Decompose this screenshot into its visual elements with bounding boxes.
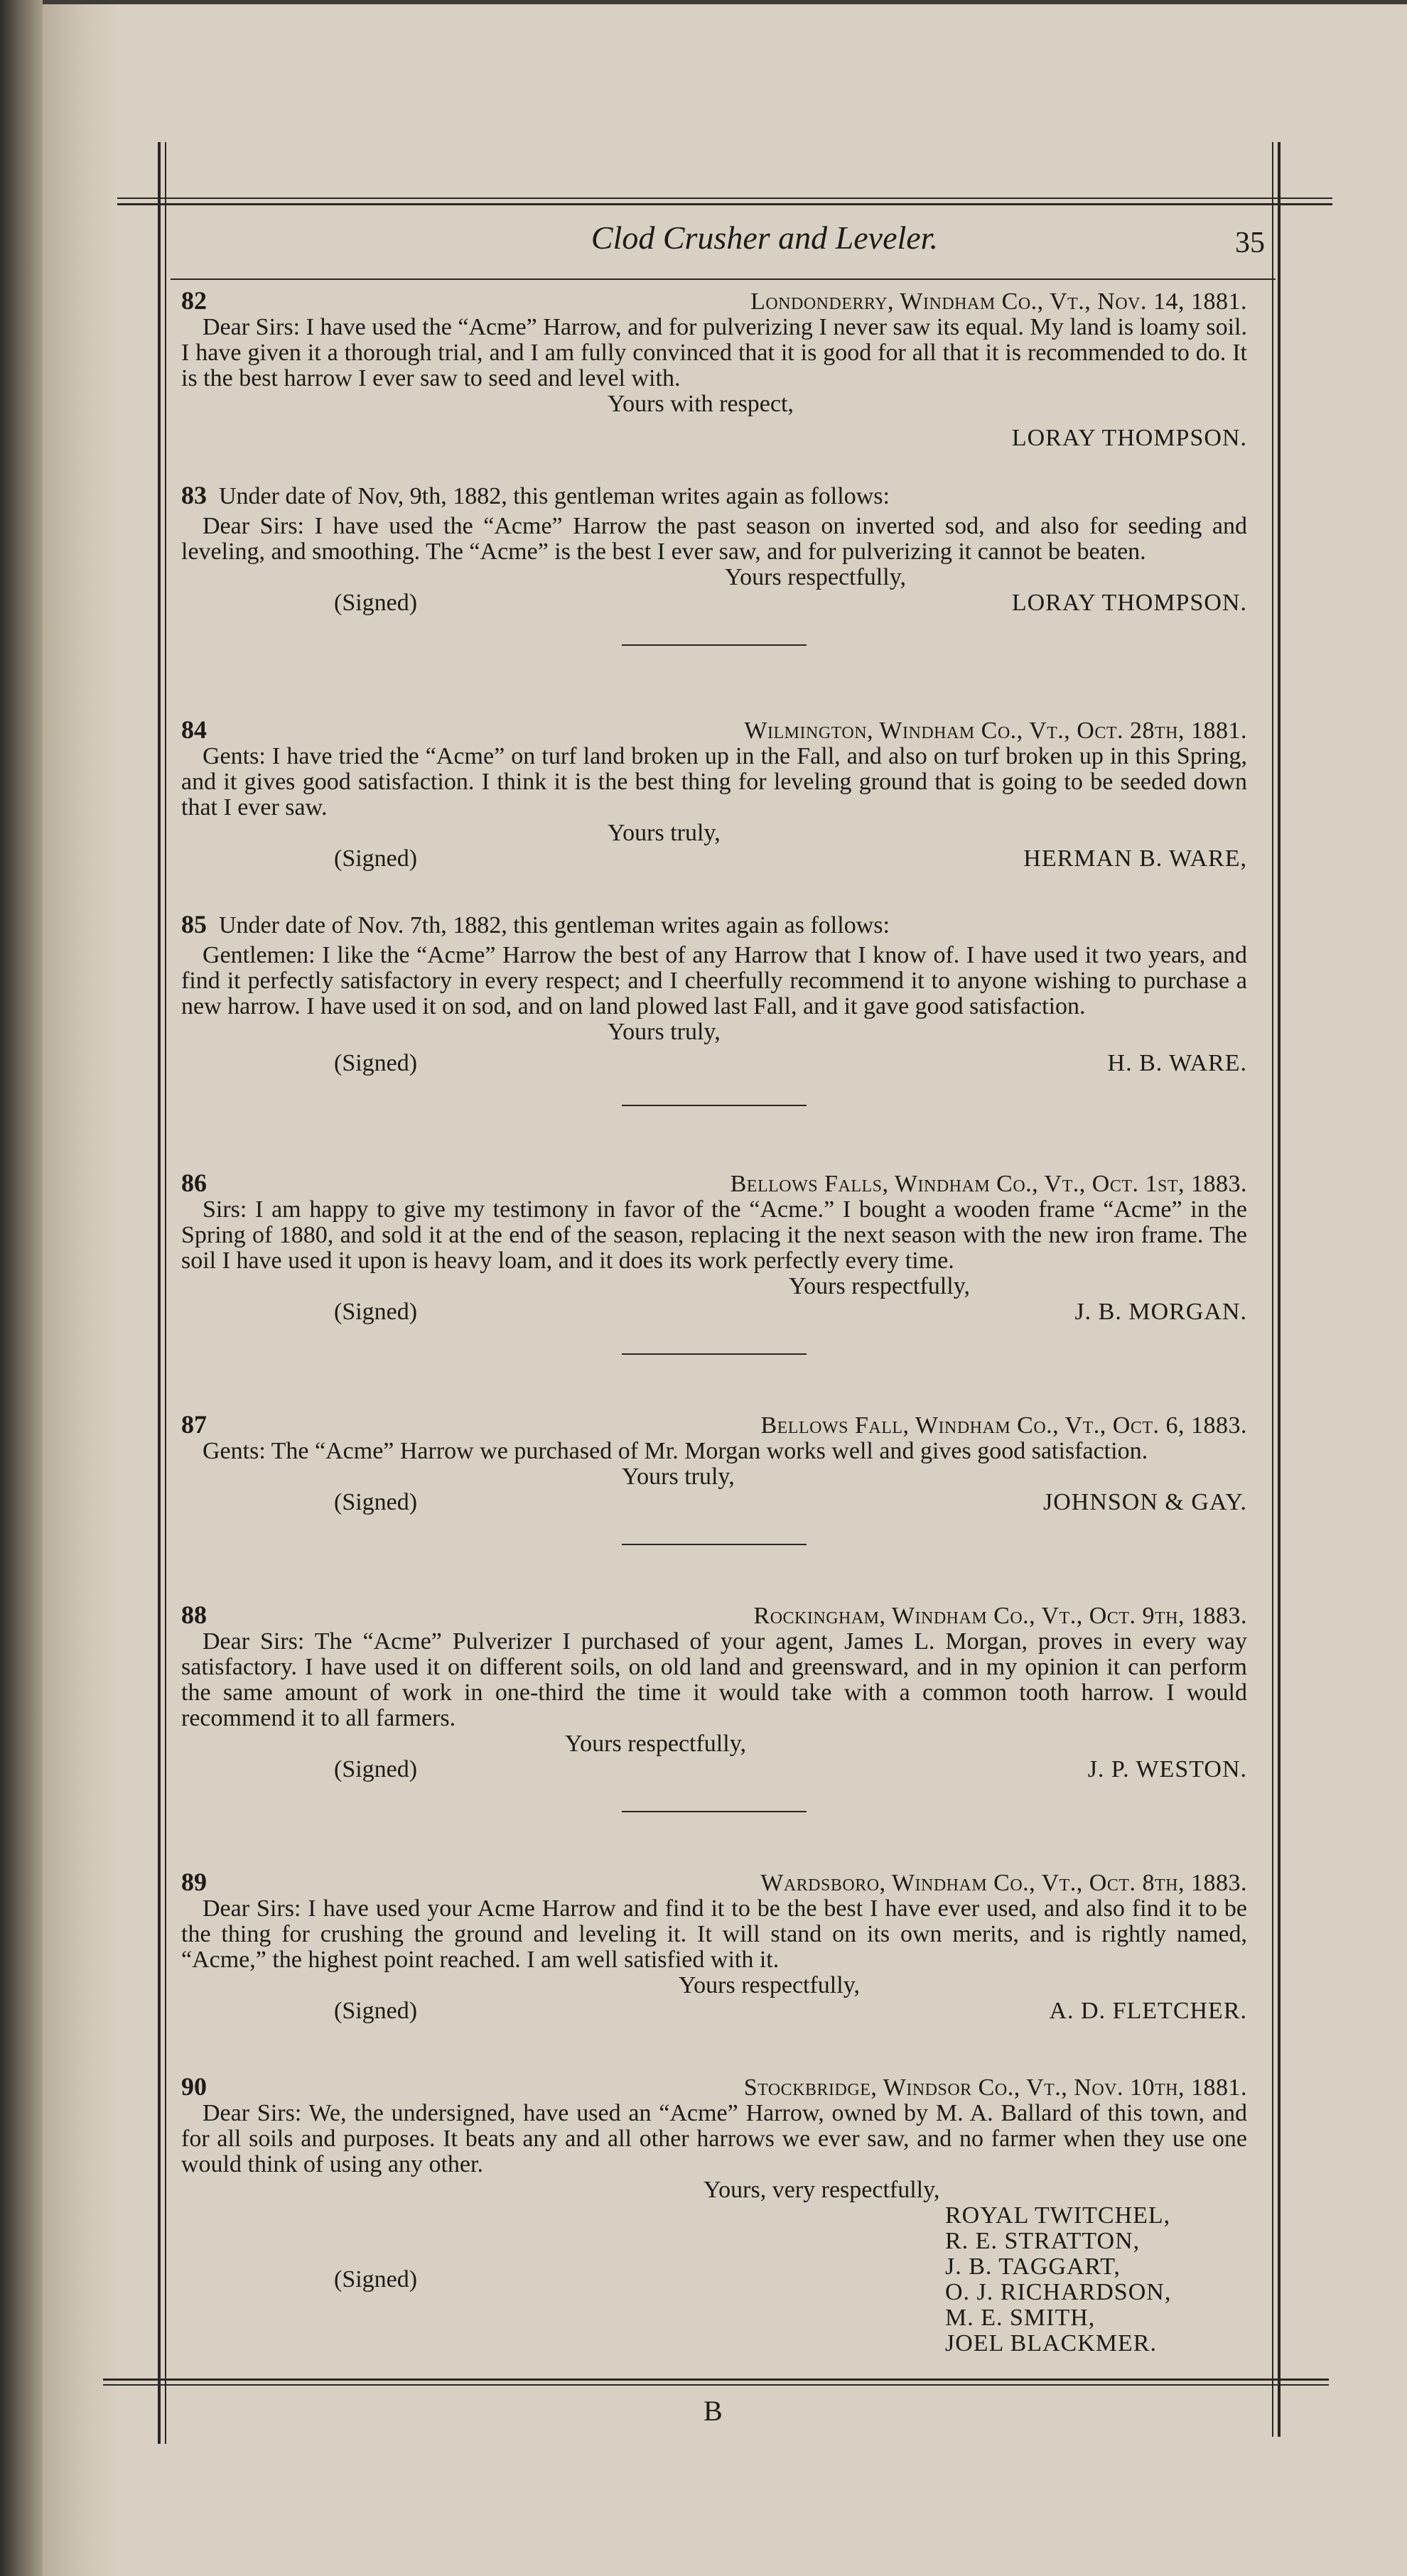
bottom-border-rule-1 [103, 2379, 1329, 2381]
signatory-name: M. E. SMITH, [945, 2305, 1096, 2331]
separator-rule [622, 1811, 807, 1812]
entry-number: 90 [181, 2072, 207, 2101]
testimonial-90 [181, 2074, 1247, 2356]
entry-intro: Under date of Nov. 7th, 1882, this gentleman writes again as follows: [219, 912, 890, 938]
bottom-border-rule-2 [103, 2384, 1329, 2386]
entry-closing: Yours, very respectfully, [704, 2177, 940, 2203]
entry-number: 82 [181, 286, 207, 315]
entry-body: Dear Sirs: I have used the “Acme” Harrow the past season on inverted sod, and also for seeding and leveling, and smoothing. The “Acme” is the best I ever saw, and for pulverizing it cannot be beaten. [181, 513, 1247, 565]
entry-signature: LORAY THOMPSON. [1011, 590, 1247, 616]
entry-number: 83 [181, 481, 207, 509]
entry-number: 88 [181, 1601, 207, 1629]
entry-place-date: Londonderry, Windham Co., Vt., Nov. 14, 1881. [750, 288, 1247, 315]
entry-signature: JOHNSON & GAY. [1042, 1489, 1247, 1515]
left-border-rule-inner [165, 142, 166, 2444]
testimonial-84 [181, 717, 1247, 872]
testimonial-87 [181, 1412, 1247, 1545]
page-gutter [43, 4, 121, 2576]
entry-closing: Yours truly, [608, 820, 721, 846]
entry-signature: J. B. MORGAN. [1074, 1299, 1247, 1325]
entry-body: Dear Sirs: The “Acme” Pulverizer I purchased of your agent, James L. Morgan, proves in every way satisfactory. I have used it on different soils, on old land and greensward, and in my opinion it can perform the same amount of work in one-third the time it would take with a common tooth harrow. I would recommend it to all farmers. [181, 1628, 1247, 1731]
entry-closing: Yours respectfully, [789, 1273, 970, 1299]
page-number: 35 [1235, 227, 1265, 259]
right-border-rule-inner [1272, 142, 1273, 2437]
signed-label: (Signed) [334, 1998, 418, 2024]
entry-place-date: Bellows Fall, Windham Co., Vt., Oct. 6, 1883. [760, 1412, 1247, 1439]
entry-body: Dear Sirs: We, the undersigned, have used an “Acme” Harrow, owned by M. A. Ballard of this town, and for all soils and purposes. It beats any and all other harrows we ever saw, and no farmer when they use one would think of using any other. [181, 2100, 1247, 2177]
signatory-name: ROYAL TWITCHEL, [945, 2202, 1171, 2229]
entry-signature: H. B. WARE. [1107, 1050, 1247, 1076]
entry-body: Gentlemen: I like the “Acme” Harrow the best of any Harrow that I know of. I have used it two years, and find it perfectly satisfactory in every respect; and I cheerfully recommend it to anyone wishing to purchase a new harrow. I have used it on sod, and on land plowed last Fall, and it gave good satisfaction. [181, 942, 1247, 1019]
signed-label: (Signed) [334, 1050, 418, 1076]
signatory-name: JOEL BLACKMER. [945, 2330, 1157, 2356]
entry-signature: HERMAN B. WARE, [1023, 845, 1247, 872]
signature-mark: B [704, 2395, 723, 2427]
entry-number: 84 [181, 715, 207, 744]
separator-rule [622, 1544, 807, 1545]
right-border-rule-outer [1278, 142, 1281, 2437]
signed-label: (Signed) [334, 1489, 418, 1515]
entry-signature: LORAY THOMPSON. [1011, 425, 1247, 451]
entry-place-date: Stockbridge, Windsor Co., Vt., Nov. 10th, 1881. [743, 2074, 1247, 2101]
running-head: Clod Crusher and Leveler. [591, 220, 938, 256]
testimonial-86 [181, 1170, 1247, 1355]
entry-place-date: Wilmington, Windham Co., Vt., Oct. 28th, 1881. [744, 718, 1247, 744]
entry-body: Gents: I have tried the “Acme” on turf land broken up in the Fall, and also on turf broken up in this Spring, and it gives good satisfaction. I think it is the best thing for leveling ground that is going to be seeded down that I ever saw. [181, 743, 1247, 821]
entry-body: Gents: The “Acme” Harrow we purchased of Mr. Morgan works well and gives good satisfaction. [203, 1438, 1148, 1464]
testimonial-82 [181, 288, 1247, 451]
signatory-name: O. J. RICHARDSON, [945, 2279, 1172, 2305]
entry-place-date: Rockingham, Windham Co., Vt., Oct. 9th, 1883. [753, 1603, 1247, 1629]
testimonial-89 [181, 1869, 1247, 2024]
separator-rule [622, 644, 807, 646]
entry-closing: Yours respectfully, [679, 1972, 860, 1998]
signatory-name: J. B. TAGGART, [945, 2253, 1121, 2280]
entry-closing: Yours with respect, [608, 391, 794, 417]
entry-place-date: Wardsboro, Windham Co., Vt., Oct. 8th, 1883. [760, 1870, 1247, 1896]
entry-number: 89 [181, 1868, 207, 1896]
header-underline-rule [171, 278, 1276, 280]
entry-body: Dear Sirs: I have used your Acme Harrow and find it to be the best I have ever used, and also find it to be the thing for crushing the ground and leveling it. It will stand on its own merits, and is rightly named, “Acme,” the highest point reached. I am well satisfied with it. [181, 1895, 1247, 1973]
entry-body: Dear Sirs: I have used the “Acme” Harrow, and for pulverizing I never saw its equal. My land is loamy soil. I have given it a thorough trial, and I am fully convinced that it is good for all that it is recommended to do. It is the best harrow I ever saw to seed and level with. [181, 314, 1247, 391]
signatories-list [945, 2203, 1171, 2356]
entry-body: Sirs: I am happy to give my testimony in favor of the “Acme.” I bought a wooden frame “Acme” in the Spring of 1880, and sold it at the end of the season, replacing it the next season with the new iron frame. The soil I have used it upon is heavy loam, and it does its work perfectly every time. [181, 1196, 1247, 1274]
entry-number: 85 [181, 910, 207, 938]
testimonial-88 [181, 1602, 1247, 1812]
signed-label: (Signed) [334, 1299, 418, 1325]
entry-closing: Yours respectfully, [725, 564, 906, 590]
left-border-rule-outer [158, 142, 161, 2444]
signed-label: (Signed) [334, 2266, 418, 2293]
entry-number: 87 [181, 1410, 207, 1439]
testimonial-85 [181, 911, 1247, 1106]
entry-number: 86 [181, 1169, 207, 1197]
top-border-rule-2 [117, 203, 1332, 205]
entry-intro: Under date of Nov, 9th, 1882, this gentleman writes again as follows: [219, 483, 890, 509]
signed-label: (Signed) [334, 1756, 418, 1782]
entry-signature: A. D. FLETCHER. [1049, 1998, 1247, 2024]
previous-page-edge [0, 0, 43, 2576]
entry-closing: Yours respectfully, [565, 1731, 746, 1757]
signed-label: (Signed) [334, 845, 418, 872]
testimonial-83 [181, 482, 1247, 646]
entry-closing: Yours truly, [608, 1019, 721, 1045]
separator-rule [622, 1353, 807, 1355]
signatory-name: R. E. STRATTON, [945, 2228, 1141, 2254]
entry-closing: Yours truly, [622, 1463, 735, 1490]
top-border-rule-1 [117, 197, 1332, 199]
separator-rule [622, 1105, 807, 1106]
testimonials [181, 288, 1247, 2356]
signed-label: (Signed) [334, 590, 418, 616]
entry-signature: J. P. WESTON. [1087, 1756, 1247, 1782]
entry-place-date: Bellows Falls, Windham Co., Vt., Oct. 1st, 1883. [730, 1171, 1247, 1197]
